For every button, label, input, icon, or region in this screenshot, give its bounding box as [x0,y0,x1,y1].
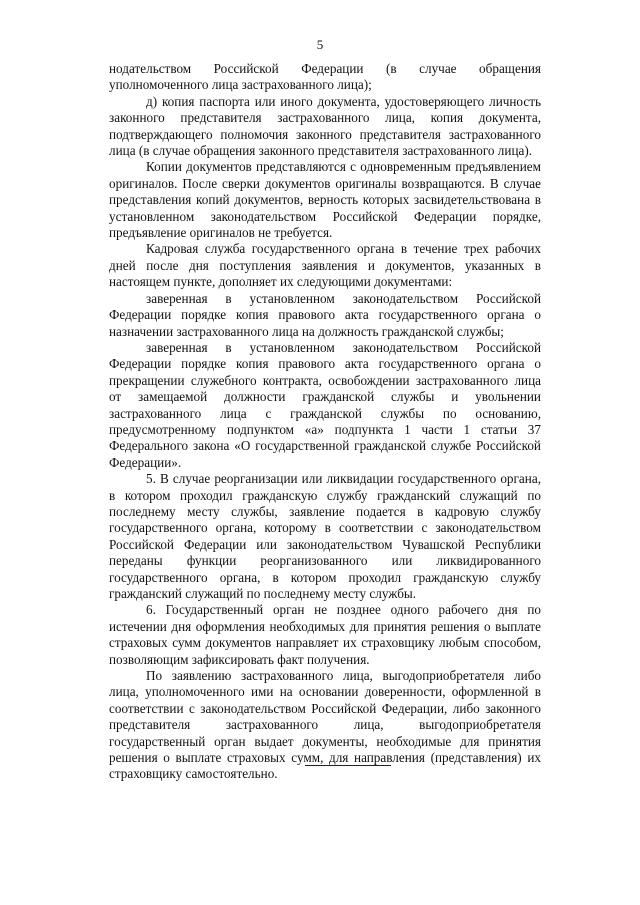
paragraph-termination-copy: заверенная в установленном законодательством Российской Федерации порядке копия правового акта государственного органа о прекращении служебного контракта, освобождении застрахованного лица от замещаемой должности гражданской службы и увольнении застрахованного лица с гражданской службы по основанию, предусмотренному подпунктом «а» подпункта 1 части 1 статьи 37 Федерального закона «О государственной гражданской службе Российской Федерации». [109,339,541,470]
paragraph-item-d: д) копия паспорта или иного документа, удостоверяющего личность законного представителя застрахованного лица, копия документа, подтверждающего полномочия законного представителя застрахованного лица (в случае обращения законного представителя застрахованного лица). [109,93,541,159]
paragraph-continuation: нодательством Российской Федерации (в случае обращения уполномоченного лица застрахованного лица); [109,61,541,93]
paragraph-appointment-copy: заверенная в установленном законодательством Российской Федерации порядке копия правового акта государственного органа о назначении застрахованного лица на должность гражданской службы; [109,290,541,339]
paragraph-copies: Копии документов представляются с одновременным предъявлением оригиналов. После сверки документов оригиналы возвращаются. В случае представления копий документов, верность которых засвидетельствована в установленном законодательством Российской Федерации порядке, предъявление оригиналов не требуется. [109,159,541,241]
document-body [109,61,541,783]
paragraph-point-5: 5. В случае реорганизации или ликвидации государственного органа, в котором проходил гражданскую службу гражданский служащий по последнему месту службы, заявление подается в кадровую службу государственного органа, которому в соответствии с законодательством Российской Федерации или законодательством Чувашской Республики переданы функции реорганизованного или ликвидированного государственного органа, в котором проходил гражданскую службу гражданский служащий по последнему месту службы. [109,471,541,601]
paragraph-point-6: 6. Государственный орган не позднее одного рабочего дня по истечении дня оформления необходимых для принятия решения о выплате страховых сумм документов направляет их страховщику любым способом, позволяющим зафиксировать факт получения. [109,602,541,667]
page-number: 5 [316,37,324,52]
paragraph-hr-service: Кадровая служба государственного органа в течение трех рабочих дней после дня поступления заявления и документов, указанных в настоящем пункте, дополняет их следующими документами: [109,241,541,290]
end-divider-line [305,765,391,766]
paragraph-by-request: По заявлению застрахованного лица, выгодоприобретателя либо лица, уполномоченного ими на основании доверенности, оформленной в соответствии с законодательством Российской Федерации, либо законного представителя застрахованного лица, выгодоприобретателя государственный орган выдает документы, необходимые для принятия решения о выплате страховых сумм, для направления (представления) их страховщику самостоятельно. [109,668,541,782]
